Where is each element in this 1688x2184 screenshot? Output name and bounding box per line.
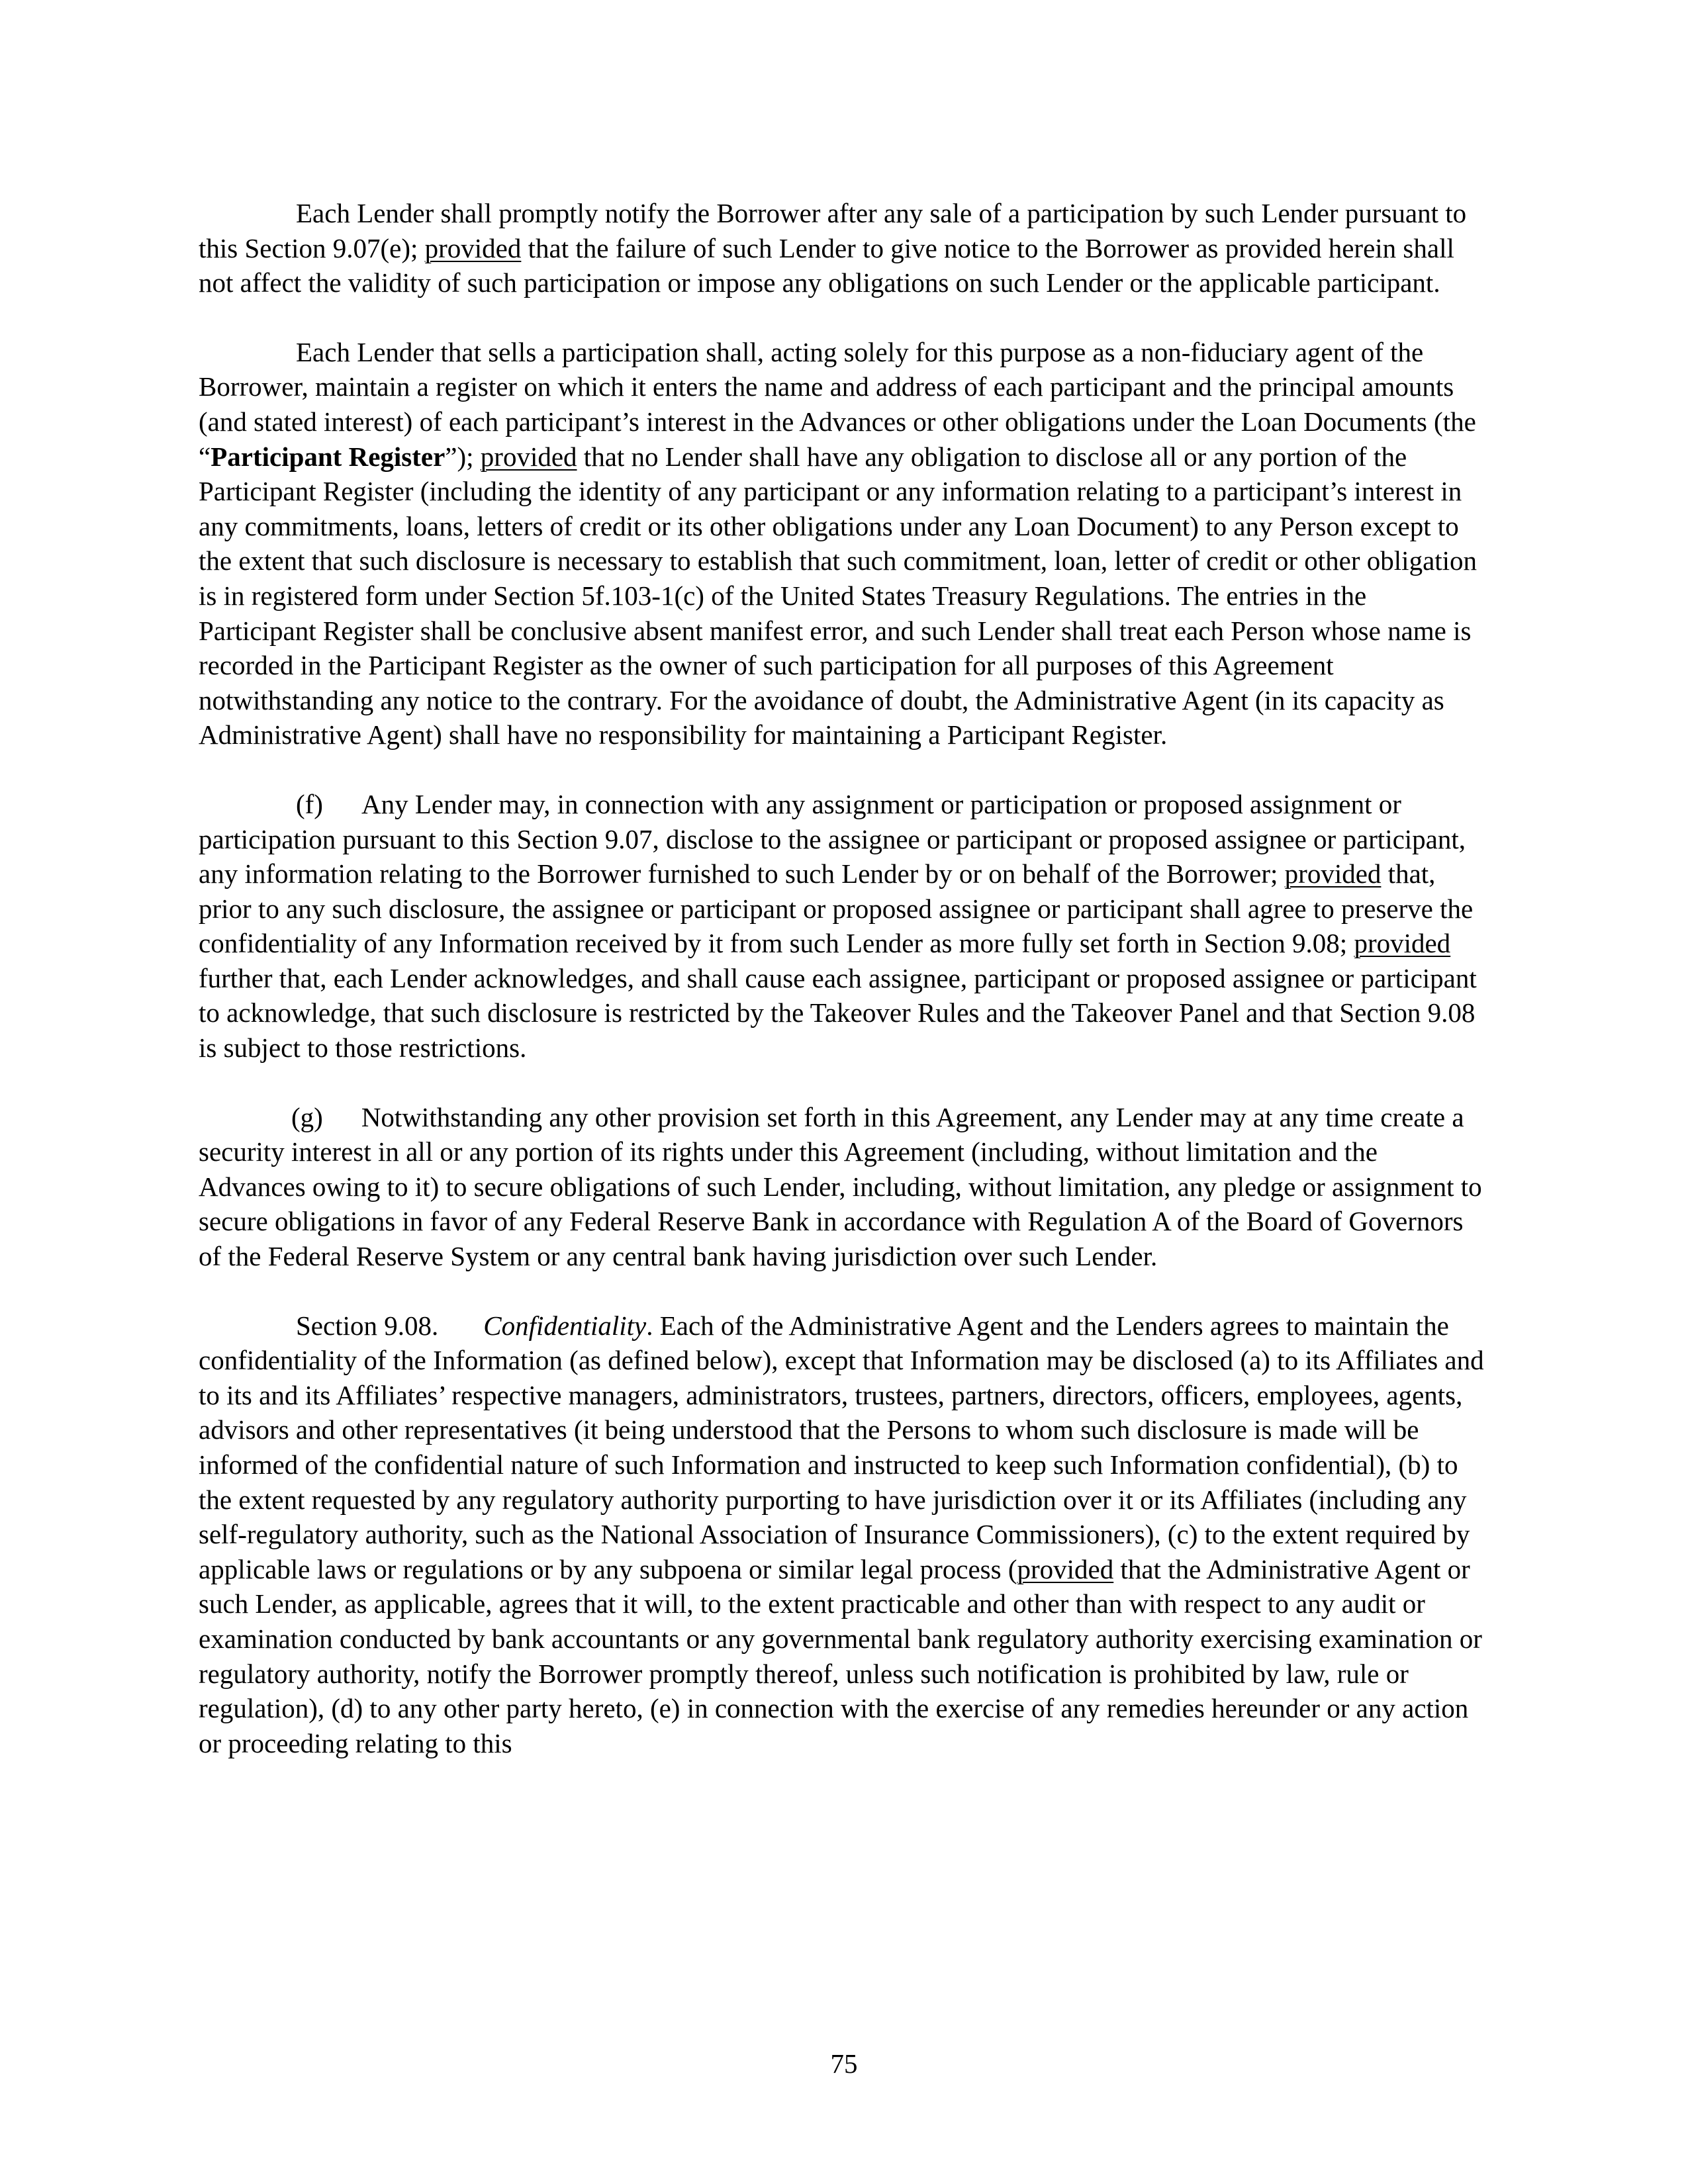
text-run: Any Lender may, in connection with any assignment or participation or proposed assignment or participation pursuant to this Section 9.07, disclose to the assignee or participant or proposed assignee or participant, any information relating to the Borrower furnished to such Lender by or on behalf of the Borrower; bbox=[199, 788, 1466, 889]
defined-term-participant-register: Participant Register bbox=[211, 441, 445, 472]
section-heading-confidentiality: Confidentiality bbox=[483, 1310, 647, 1341]
text-run: Notwithstanding any other provision set forth in this Agreement, any Lender may at any time create a security interest in all or any portion of its rights under this Agreement (including, without limitation and the Advances owing to it) to secure obligations of such Lender, including, without limitation, any pledge or assignment to secure obligations in favor of any Federal Reserve Bank in accordance with Regulation A of the Board of Governors of the Federal Reserve System or any central bank having jurisdiction over such Lender. bbox=[199, 1101, 1482, 1272]
text-run: Each Lender that sells a participation shall, acting solely for this purpose as a non-fiduciary agent of the Borrower, maintain a register on which it enters the name and address of each participant and the principal amounts (and stated interest) of each participant’s interest in the Advances or other obligations under the Loan Documents (the “ bbox=[199, 336, 1476, 472]
paragraph-participation-notice bbox=[199, 196, 1489, 300]
text-run: ”); bbox=[445, 441, 481, 472]
paragraph-participant-register bbox=[199, 335, 1489, 752]
section-number: Section 9.08. bbox=[296, 1310, 439, 1341]
provided-term: provided bbox=[424, 232, 522, 263]
text-run: further that, each Lender acknowledges, and shall cause each assignee, participant or proposed assignee or participant to acknowledge, that such disclosure is restricted by the Takeover Rules and the Takeover Panel and that Section 9.08 is subject to those restrictions. bbox=[199, 962, 1477, 1064]
paragraph-section-g bbox=[199, 1100, 1489, 1274]
provided-term: provided bbox=[1017, 1553, 1114, 1584]
paragraph-section-f bbox=[199, 787, 1489, 1066]
provided-term: provided bbox=[480, 441, 577, 472]
paragraph-section-9-08 bbox=[199, 1308, 1489, 1761]
document-page bbox=[199, 196, 1489, 1795]
text-run: Each Lender shall promptly notify the Borrower after any sale of a participation by such Lender pursuant to this Section 9.07(e); bbox=[199, 198, 1467, 263]
clause-label-f: (f) bbox=[296, 788, 323, 819]
text-run: that the failure of such Lender to give notice to the Borrower as provided herein shall not affect the validity of such participation or impose any obligations on such Lender or the applicable participant. bbox=[199, 232, 1454, 298]
text-run: that the Administrative Agent or such Lender, as applicable, agrees that it will, to the extent practicable and other than with respect to any audit or examination conducted by bank accountants or any governmental bank regulatory authority exercising examination or regulatory authority, notify the Borrower promptly thereof, unless such notification is prohibited by law, rule or regulation), (d) to any other party hereto, (e) in connection with the exercise of any remedies hereunder or any action or proceeding relating to this bbox=[199, 1553, 1482, 1758]
page-number: 75 bbox=[830, 2048, 858, 2079]
provided-term: provided bbox=[1284, 858, 1382, 889]
text-run: that no Lender shall have any obligation to disclose all or any portion of the Participant Register (including the identity of any participant or any information relating to a participant’s interest in any commitments, loans, letters of credit or its other obligations under any Loan Document) to any Person except to the extent that such disclosure is necessary to establish that such commitment, loan, letter of credit or other obligation is in registered form under Section 5f.103-1(c) of the United States Treasury Regulations. The entries in the Participant Register shall be conclusive absent manifest error, and such Lender shall treat each Person whose name is recorded in the Participant Register as the owner of such participation for all purposes of this Agreement notwithstanding any notice to the contrary. For the avoidance of doubt, the Administrative Agent (in its capacity as Administrative Agent) shall have no responsibility for maintaining a Participant Register. bbox=[199, 441, 1477, 751]
text-run: . Each of the Administrative Agent and the Lenders agrees to maintain the confidentiality of the Information (as defined below), except that Information may be disclosed (a) to its Affiliates and to its and its Affiliates’ respective managers, administrators, trustees, partners, directors, officers, employees, agents, advisors and other representatives (it being understood that the Persons to whom such disclosure is made will be informed of the confidential nature of such Information and instructed to keep such Information confidential), (b) to the extent requested by any regulatory authority purporting to have jurisdiction over it or its Affiliates (including any self-regulatory authority, such as the National Association of Insurance Commissioners), (c) to the extent required by applicable laws or regulations or by any subpoena or similar legal process ( bbox=[199, 1310, 1484, 1584]
text-run: that, prior to any such disclosure, the assignee or participant or proposed assignee or participant shall agree to preserve the confidentiality of any Information received by it from such Lender as more fully set forth in Section 9.08; bbox=[199, 858, 1474, 959]
clause-label-g: (g) bbox=[291, 1101, 323, 1132]
provided-term: provided bbox=[1354, 928, 1451, 959]
